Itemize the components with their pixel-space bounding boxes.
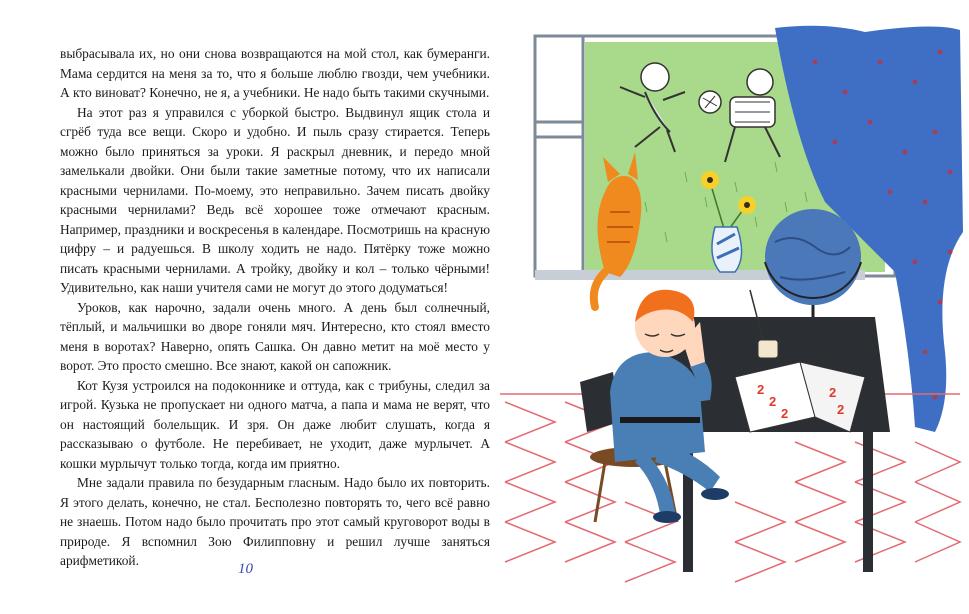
illustration <box>495 22 965 592</box>
diary-mark-3: 2 <box>781 406 789 421</box>
diary-mark-5: 2 <box>837 402 845 417</box>
paragraph-2: На этот раз я управился с уборкой быстро. Выдвинул ящик стола и сгрёб туда все вещи. Скоро и удобно. И пыль сразу стирается. Теперь можно было приняться за уроки. Я раскрыл дневник, и передо мной замелькали двойки. Они были такие заметные потому, что их написали красными чернилами. По-моему, это неправильно. Зачем писать двойку красными чернилами? Ведь всё хорошее тоже отмечают красным. Например, праздники и воскресенья в календаре. Посмотришь на красную цифру – и радуешься. В школу ходить не надо. Пятёрку тоже можно писать красными чернилами. А тройку, двойку и кол – только чёрными! Удивительно, как наши учителя сами не могут до этого додуматься! <box>60 104 490 295</box>
text-page <box>60 44 490 571</box>
paragraph-4: Кот Кузя устроился на подоконнике и оттуда, как с трибуны, следил за игрой. Кузька не пропускает ни одного матча, а папа и мама не верят, что он настоящий болельщик. И зря. Он даже любит слушать, когда я рассказываю о футболе. Не перебивает, не уходит, даже мурлычет. А кошки мурлычут только тогда, когда им приятно. <box>60 377 490 471</box>
page-number: 10 <box>238 561 253 577</box>
paragraph-5: Мне задали правила по безударным гласным. Надо было их повторить. Я этого делать, конечно, не стал. Бесполезно повторять то, чего всё равно не знаешь. Потом надо было прочитать про этот самый круговорот воды в природе. Я вспомнил Зою Филипповну и решил лучше заняться арифметикой. <box>60 475 490 568</box>
illustration-svg <box>495 22 965 592</box>
football-ball <box>699 91 721 113</box>
diary-mark-4: 2 <box>829 385 837 400</box>
paragraph-1: выбрасывала их, но они снова возвращаются на мой стол, как бумеранги. Мама сердится на меня за то, что я больше люблю гвозди, чем учебники. А кто виноват? Конечно, не я, а учебники. Не надо быть такими скучными. <box>60 46 490 100</box>
paragraph-3: Уроков, как нарочно, задали очень много. А день был солнечный, тёплый, и мальчишки во дворе гоняли мяч. Интересно, кто стоял вместо меня в воротах? Наверно, опять Сашка. Он давно метит на моё место у ворот. Это просто смешно. Все знают, какой он сапожник. <box>60 299 490 373</box>
diary-mark-2: 2 <box>769 394 777 409</box>
diary-mark-1: 2 <box>757 382 765 397</box>
